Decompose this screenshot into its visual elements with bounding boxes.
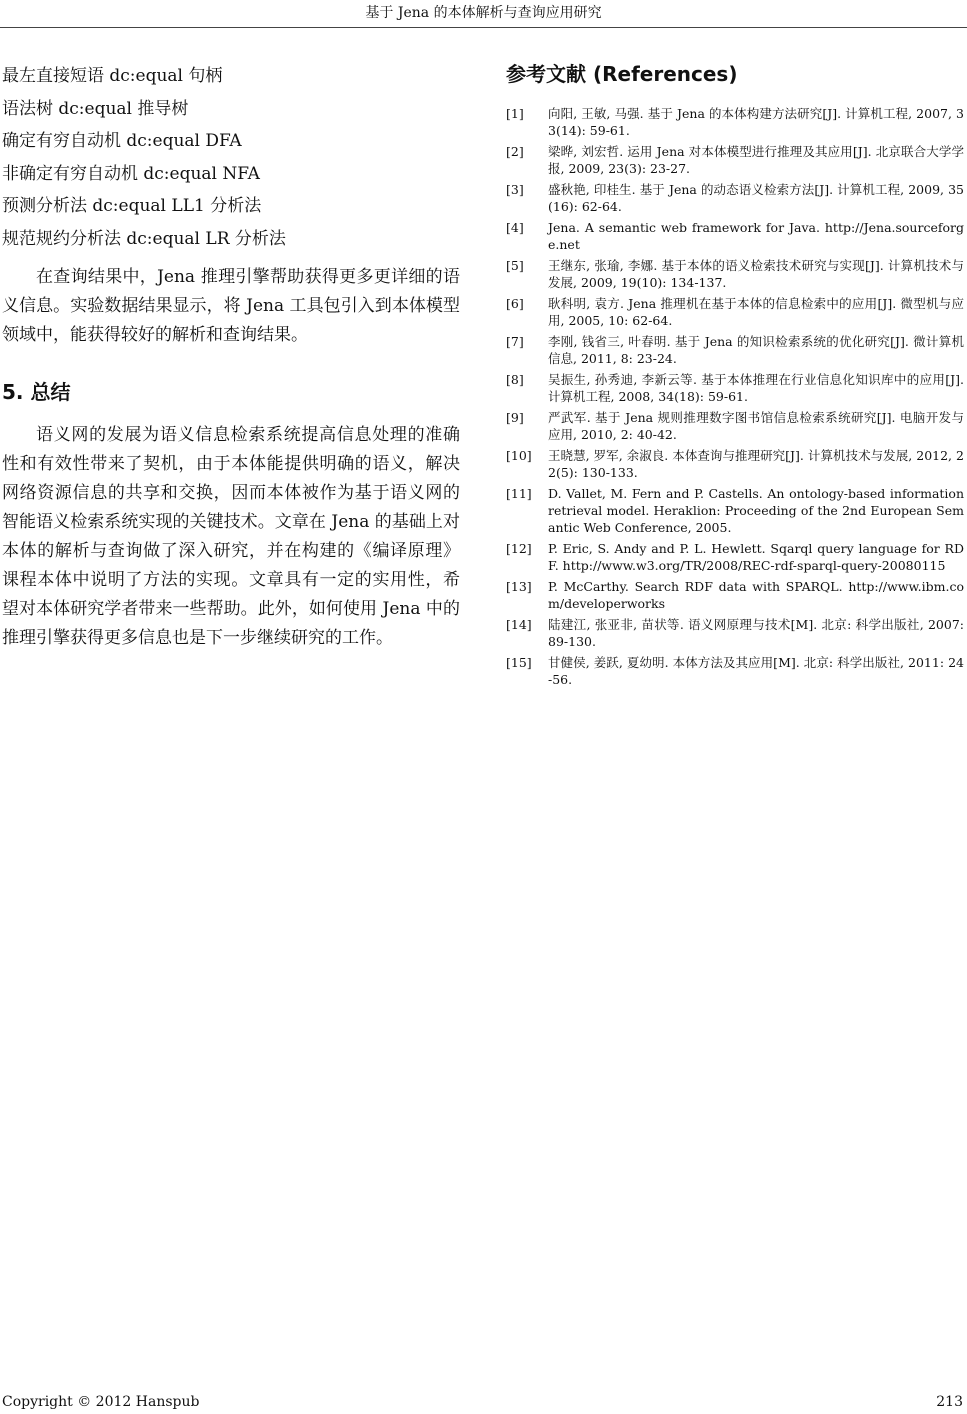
- references-heading: 参考文献 (References): [506, 62, 738, 86]
- reference-text: 耿科明, 袁方. Jena 推理机在基于本体的信息检索中的应用[J]. 微型机与应用, 2005, 10: 62-64.: [548, 296, 964, 328]
- reference-entry: [506, 105, 964, 139]
- reference-entry: [506, 181, 964, 215]
- reference-entry: [506, 447, 964, 481]
- reference-number: [3]: [506, 182, 524, 197]
- reference-entry: [506, 143, 964, 177]
- reference-entry: [506, 616, 964, 650]
- reference-entry: [506, 295, 964, 329]
- reference-number: [4]: [506, 220, 524, 235]
- references-column: [506, 58, 964, 692]
- reference-text: 向阳, 王敏, 马强. 基于 Jena 的本体构建方法研究[J]. 计算机工程, 2007, 33(14): 59-61.: [548, 106, 964, 138]
- reference-number: [13]: [506, 579, 532, 594]
- reference-text: 吴振生, 孙秀迪, 李新云等. 基于本体推理在行业信息化知识库中的应用[J]. 计算机工程, 2008, 34(18): 59-61.: [548, 372, 964, 404]
- reference-text: 王继东, 张瑜, 李娜. 基于本体的语义检索技术研究与实现[J]. 计算机技术与发展, 2009, 19(10): 134-137.: [548, 258, 964, 290]
- reference-text: 王晓慧, 罗军, 余淑良. 本体查询与推理研究[J]. 计算机技术与发展, 2012, 22(5): 130-133.: [548, 448, 964, 480]
- reference-text: Jena. A semantic web framework for Java. http://Jena.sourceforge.net: [548, 220, 964, 252]
- reference-text: 盛秋艳, 印桂生. 基于 Jena 的动态语义检索方法[J]. 计算机工程, 2009, 35(16): 62-64.: [548, 182, 964, 214]
- reference-number: [1]: [506, 106, 524, 121]
- reference-number: [7]: [506, 334, 524, 349]
- reference-text: 李刚, 钱省三, 叶春明. 基于 Jena 的知识检索系统的优化研究[J]. 微计算机信息, 2011, 8: 23-24.: [548, 334, 964, 366]
- section-heading: 5. 总结: [2, 380, 71, 404]
- reference-text: D. Vallet, M. Fern and P. Castells. An ontology-based information retrieval model. Heraklion: Proceeding of the 2nd European Semantic Web Conference, 2005.: [548, 486, 964, 535]
- term-line: 非确定有穷自动机 dc:equal NFA: [2, 163, 260, 184]
- term-line: 预测分析法 dc:equal LL1 分析法: [2, 196, 262, 216]
- reference-text: 梁晔, 刘宏哲. 运用 Jena 对本体模型进行推理及其应用[J]. 北京联合大学学报, 2009, 23(3): 23-27.: [548, 144, 964, 176]
- reference-entry: [506, 578, 964, 612]
- reference-number: [15]: [506, 655, 532, 670]
- reference-number: [5]: [506, 258, 524, 273]
- reference-entry: [506, 257, 964, 291]
- reference-text: 严武军. 基于 Jena 规则推理数字图书馆信息检索系统研究[J]. 电脑开发与应用, 2010, 2: 40-42.: [548, 410, 964, 442]
- results-paragraph: 在查询结果中，Jena 推理引擎帮助获得更多更详细的语义信息。实验数据结果显示，将 Jena 工具包引入到本体模型领域中，能获得较好的解析和查询结果。: [2, 267, 460, 345]
- reference-entry: [506, 333, 964, 367]
- reference-entry: [506, 540, 964, 574]
- reference-number: [9]: [506, 410, 524, 425]
- reference-text: P. Eric, S. Andy and P. L. Hewlett. Sqarql query language for RDF. http://www.w3.org/TR/2008/REC-rdf-sparql-query-20080115: [548, 541, 964, 573]
- reference-number: [8]: [506, 372, 524, 387]
- reference-number: [11]: [506, 486, 532, 501]
- reference-entry: [506, 654, 964, 688]
- reference-number: [10]: [506, 448, 532, 463]
- term-line: 最左直接短语 dc:equal 句柄: [2, 66, 223, 86]
- copyright-footer: Copyright © 2012 Hanspub: [2, 1394, 200, 1410]
- reference-number: [12]: [506, 541, 532, 556]
- reference-text: 陆建江, 张亚非, 苗状等. 语义网原理与技术[M]. 北京: 科学出版社, 2007: 89-130.: [548, 617, 964, 649]
- page-number: 213: [936, 1394, 963, 1410]
- term-list: [2, 60, 460, 255]
- reference-entry: [506, 485, 964, 536]
- reference-number: [14]: [506, 617, 532, 632]
- reference-number: [6]: [506, 296, 524, 311]
- running-header: 基于 Jena 的本体解析与查询应用研究: [365, 5, 602, 21]
- reference-entry: [506, 371, 964, 405]
- reference-list: [506, 105, 964, 688]
- term-line: 语法树 dc:equal 推导树: [2, 98, 189, 119]
- header-rule: [0, 27, 967, 28]
- term-line: 规范规约分析法 dc:equal LR 分析法: [2, 228, 286, 249]
- reference-entry: [506, 409, 964, 443]
- reference-number: [2]: [506, 144, 524, 159]
- term-line: 确定有穷自动机 dc:equal DFA: [2, 131, 242, 151]
- reference-entry: [506, 219, 964, 253]
- conclusion-paragraph: 语义网的发展为语义信息检索系统提高信息处理的准确性和有效性带来了契机，由于本体能提供明确的语义，解决网络资源信息的共享和交换，因而本体被作为基于语义网的智能语义检索系统实现的关键技术。文章在 Jena 的基础上对本体的解析与查询做了深入研究，并在构建的《编译原理》课程本体中说明了方法的实现。文章具有一定的实用性，希望对本体研究学者带来一些帮助。此外，如何使用 Jena 中的推理引擎获得更多信息也是下一步继续研究的工作。: [2, 425, 460, 648]
- reference-text: 甘健侯, 姜跃, 夏幼明. 本体方法及其应用[M]. 北京: 科学出版社, 2011: 24-56.: [548, 655, 964, 687]
- left-column: [2, 60, 460, 653]
- reference-text: P. McCarthy. Search RDF data with SPARQL. http://www.ibm.com/developerworks: [548, 579, 964, 611]
